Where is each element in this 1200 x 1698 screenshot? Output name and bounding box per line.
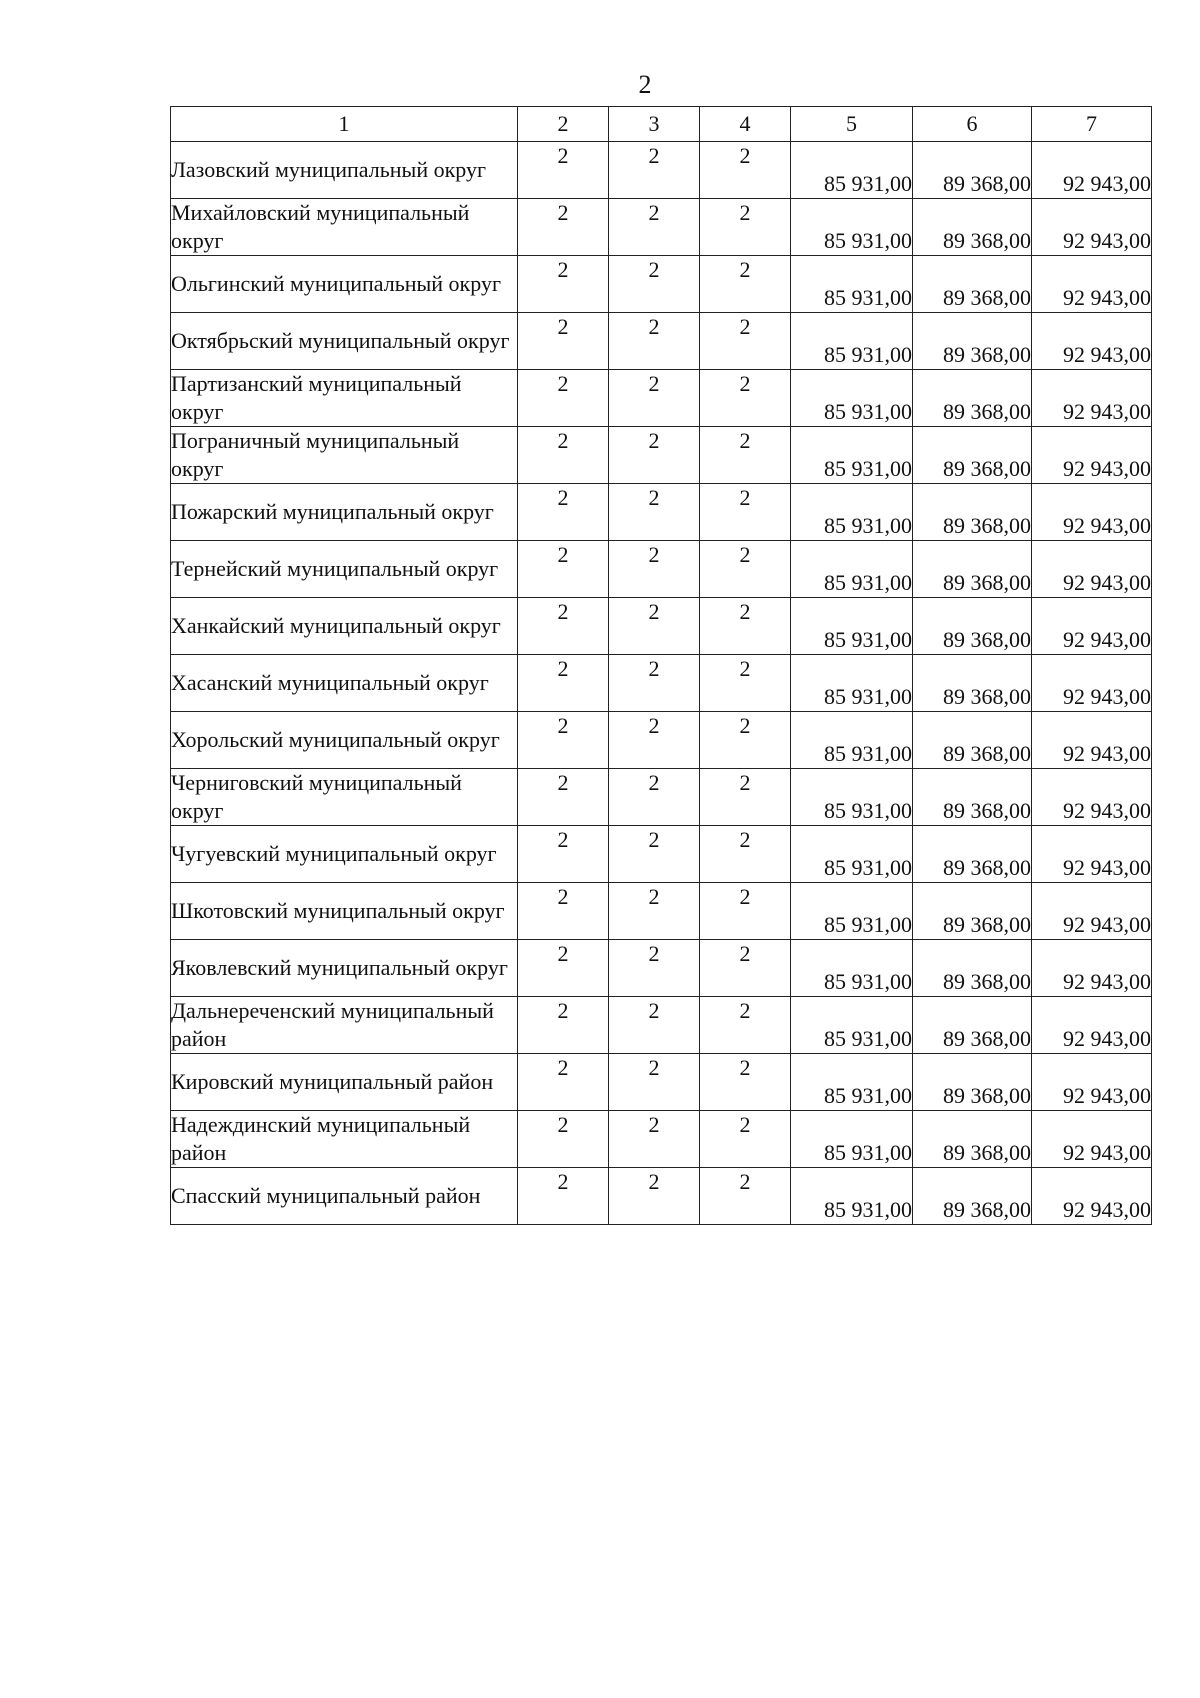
table-row — [171, 541, 1152, 598]
table-row — [171, 712, 1152, 769]
amount-col7-cell: 92 943,00 — [1032, 655, 1152, 712]
col4-cell: 2 — [700, 1111, 791, 1168]
region-name-cell: Хасанский муниципальный округ — [171, 655, 518, 712]
amount-col6-cell: 89 368,00 — [913, 712, 1032, 769]
amount-col7-cell: 92 943,00 — [1032, 427, 1152, 484]
col4-cell: 2 — [700, 1168, 791, 1225]
amount-col7-cell: 92 943,00 — [1032, 142, 1152, 199]
col2-cell: 2 — [518, 1111, 609, 1168]
col2-cell: 2 — [518, 142, 609, 199]
region-name-cell: Тернейский муниципальный округ — [171, 541, 518, 598]
col2-cell: 2 — [518, 370, 609, 427]
table-header-row — [171, 107, 1152, 142]
col3-cell: 2 — [609, 484, 700, 541]
col3-cell: 2 — [609, 655, 700, 712]
amount-col5-cell: 85 931,00 — [791, 484, 913, 541]
table-row — [171, 1054, 1152, 1111]
col4-cell: 2 — [700, 256, 791, 313]
col4-cell: 2 — [700, 484, 791, 541]
header-cell: 7 — [1032, 107, 1152, 142]
table-row — [171, 370, 1152, 427]
col2-cell: 2 — [518, 826, 609, 883]
table-row — [171, 883, 1152, 940]
col4-cell: 2 — [700, 826, 791, 883]
region-name-cell: Спасский муниципальный район — [171, 1168, 518, 1225]
col4-cell: 2 — [700, 883, 791, 940]
header-cell: 1 — [171, 107, 518, 142]
region-name-cell: Кировский муниципальный район — [171, 1054, 518, 1111]
amount-col7-cell: 92 943,00 — [1032, 826, 1152, 883]
amount-col7-cell: 92 943,00 — [1032, 1168, 1152, 1225]
amount-col6-cell: 89 368,00 — [913, 1111, 1032, 1168]
data-table — [170, 106, 1152, 1225]
table-row — [171, 1111, 1152, 1168]
table-row — [171, 427, 1152, 484]
col4-cell: 2 — [700, 199, 791, 256]
region-name-cell: Яковлевский муниципальный округ — [171, 940, 518, 997]
amount-col5-cell: 85 931,00 — [791, 598, 913, 655]
col3-cell: 2 — [609, 541, 700, 598]
amount-col6-cell: 89 368,00 — [913, 883, 1032, 940]
table-row — [171, 940, 1152, 997]
amount-col6-cell: 89 368,00 — [913, 256, 1032, 313]
amount-col6-cell: 89 368,00 — [913, 370, 1032, 427]
table-row — [171, 484, 1152, 541]
col2-cell: 2 — [518, 598, 609, 655]
col2-cell: 2 — [518, 769, 609, 826]
col2-cell: 2 — [518, 313, 609, 370]
table-row — [171, 199, 1152, 256]
amount-col6-cell: 89 368,00 — [913, 313, 1032, 370]
amount-col6-cell: 89 368,00 — [913, 1054, 1032, 1111]
table-row — [171, 256, 1152, 313]
region-name-cell: Ханкайский муниципальный округ — [171, 598, 518, 655]
region-name-cell: Михайловский муниципальный округ — [171, 199, 518, 256]
col4-cell: 2 — [700, 712, 791, 769]
col4-cell: 2 — [700, 313, 791, 370]
col2-cell: 2 — [518, 541, 609, 598]
amount-col7-cell: 92 943,00 — [1032, 883, 1152, 940]
col2-cell: 2 — [518, 1168, 609, 1225]
col3-cell: 2 — [609, 940, 700, 997]
amount-col5-cell: 85 931,00 — [791, 997, 913, 1054]
col2-cell: 2 — [518, 940, 609, 997]
amount-col6-cell: 89 368,00 — [913, 541, 1032, 598]
region-name-cell: Шкотовский муниципальный округ — [171, 883, 518, 940]
amount-col7-cell: 92 943,00 — [1032, 541, 1152, 598]
region-name-cell: Пограничный муниципальный округ — [171, 427, 518, 484]
col4-cell: 2 — [700, 427, 791, 484]
header-cell: 2 — [518, 107, 609, 142]
col3-cell: 2 — [609, 256, 700, 313]
col2-cell: 2 — [518, 883, 609, 940]
amount-col5-cell: 85 931,00 — [791, 655, 913, 712]
col2-cell: 2 — [518, 655, 609, 712]
amount-col7-cell: 92 943,00 — [1032, 484, 1152, 541]
table-row — [171, 142, 1152, 199]
amount-col6-cell: 89 368,00 — [913, 142, 1032, 199]
col3-cell: 2 — [609, 313, 700, 370]
col4-cell: 2 — [700, 142, 791, 199]
header-cell: 3 — [609, 107, 700, 142]
table-row — [171, 769, 1152, 826]
table-row — [171, 997, 1152, 1054]
amount-col5-cell: 85 931,00 — [791, 712, 913, 769]
amount-col5-cell: 85 931,00 — [791, 940, 913, 997]
amount-col7-cell: 92 943,00 — [1032, 370, 1152, 427]
table-row — [171, 1168, 1152, 1225]
region-name-cell: Чугуевский муниципальный округ — [171, 826, 518, 883]
col3-cell: 2 — [609, 142, 700, 199]
col4-cell: 2 — [700, 997, 791, 1054]
amount-col7-cell: 92 943,00 — [1032, 598, 1152, 655]
amount-col7-cell: 92 943,00 — [1032, 997, 1152, 1054]
amount-col6-cell: 89 368,00 — [913, 997, 1032, 1054]
col3-cell: 2 — [609, 598, 700, 655]
col2-cell: 2 — [518, 997, 609, 1054]
col3-cell: 2 — [609, 769, 700, 826]
amount-col7-cell: 92 943,00 — [1032, 769, 1152, 826]
amount-col6-cell: 89 368,00 — [913, 427, 1032, 484]
col4-cell: 2 — [700, 1054, 791, 1111]
amount-col5-cell: 85 931,00 — [791, 427, 913, 484]
region-name-cell: Надеждинский муниципальный район — [171, 1111, 518, 1168]
table-row — [171, 313, 1152, 370]
page-number: 2 — [638, 70, 652, 99]
amount-col5-cell: 85 931,00 — [791, 769, 913, 826]
amount-col5-cell: 85 931,00 — [791, 313, 913, 370]
table-body — [171, 142, 1152, 1225]
amount-col7-cell: 92 943,00 — [1032, 199, 1152, 256]
amount-col6-cell: 89 368,00 — [913, 484, 1032, 541]
col4-cell: 2 — [700, 370, 791, 427]
table-row — [171, 826, 1152, 883]
amount-col7-cell: 92 943,00 — [1032, 940, 1152, 997]
col4-cell: 2 — [700, 940, 791, 997]
amount-col5-cell: 85 931,00 — [791, 1168, 913, 1225]
col3-cell: 2 — [609, 997, 700, 1054]
amount-col6-cell: 89 368,00 — [913, 940, 1032, 997]
col2-cell: 2 — [518, 484, 609, 541]
amount-col5-cell: 85 931,00 — [791, 142, 913, 199]
amount-col5-cell: 85 931,00 — [791, 199, 913, 256]
region-name-cell: Октябрьский муниципальный округ — [171, 313, 518, 370]
amount-col6-cell: 89 368,00 — [913, 598, 1032, 655]
header-cell: 6 — [913, 107, 1032, 142]
amount-col5-cell: 85 931,00 — [791, 826, 913, 883]
col4-cell: 2 — [700, 598, 791, 655]
col4-cell: 2 — [700, 769, 791, 826]
region-name-cell: Дальнереченский муниципальный район — [171, 997, 518, 1054]
col3-cell: 2 — [609, 370, 700, 427]
col2-cell: 2 — [518, 427, 609, 484]
header-cell: 5 — [791, 107, 913, 142]
amount-col6-cell: 89 368,00 — [913, 769, 1032, 826]
table-row — [171, 598, 1152, 655]
col3-cell: 2 — [609, 1111, 700, 1168]
amount-col6-cell: 89 368,00 — [913, 1168, 1032, 1225]
region-name-cell: Ольгинский муниципальный округ — [171, 256, 518, 313]
col2-cell: 2 — [518, 712, 609, 769]
col2-cell: 2 — [518, 199, 609, 256]
amount-col5-cell: 85 931,00 — [791, 256, 913, 313]
amount-col7-cell: 92 943,00 — [1032, 1111, 1152, 1168]
col3-cell: 2 — [609, 883, 700, 940]
region-name-cell: Пожарский муниципальный округ — [171, 484, 518, 541]
amount-col6-cell: 89 368,00 — [913, 655, 1032, 712]
amount-col5-cell: 85 931,00 — [791, 370, 913, 427]
col3-cell: 2 — [609, 712, 700, 769]
region-name-cell: Хорольский муниципальный округ — [171, 712, 518, 769]
amount-col5-cell: 85 931,00 — [791, 1054, 913, 1111]
col4-cell: 2 — [700, 541, 791, 598]
col4-cell: 2 — [700, 655, 791, 712]
amount-col5-cell: 85 931,00 — [791, 1111, 913, 1168]
region-name-cell: Партизанский муниципальный округ — [171, 370, 518, 427]
amount-col6-cell: 89 368,00 — [913, 826, 1032, 883]
col3-cell: 2 — [609, 199, 700, 256]
region-name-cell: Лазовский муниципальный округ — [171, 142, 518, 199]
table-row — [171, 655, 1152, 712]
amount-col6-cell: 89 368,00 — [913, 199, 1032, 256]
col3-cell: 2 — [609, 427, 700, 484]
amount-col7-cell: 92 943,00 — [1032, 256, 1152, 313]
amount-col5-cell: 85 931,00 — [791, 541, 913, 598]
col2-cell: 2 — [518, 1054, 609, 1111]
region-name-cell: Черниговский муниципальный округ — [171, 769, 518, 826]
amount-col7-cell: 92 943,00 — [1032, 712, 1152, 769]
col3-cell: 2 — [609, 1168, 700, 1225]
header-cell: 4 — [700, 107, 791, 142]
col3-cell: 2 — [609, 826, 700, 883]
amount-col5-cell: 85 931,00 — [791, 883, 913, 940]
col2-cell: 2 — [518, 256, 609, 313]
amount-col7-cell: 92 943,00 — [1032, 313, 1152, 370]
amount-col7-cell: 92 943,00 — [1032, 1054, 1152, 1111]
col3-cell: 2 — [609, 1054, 700, 1111]
